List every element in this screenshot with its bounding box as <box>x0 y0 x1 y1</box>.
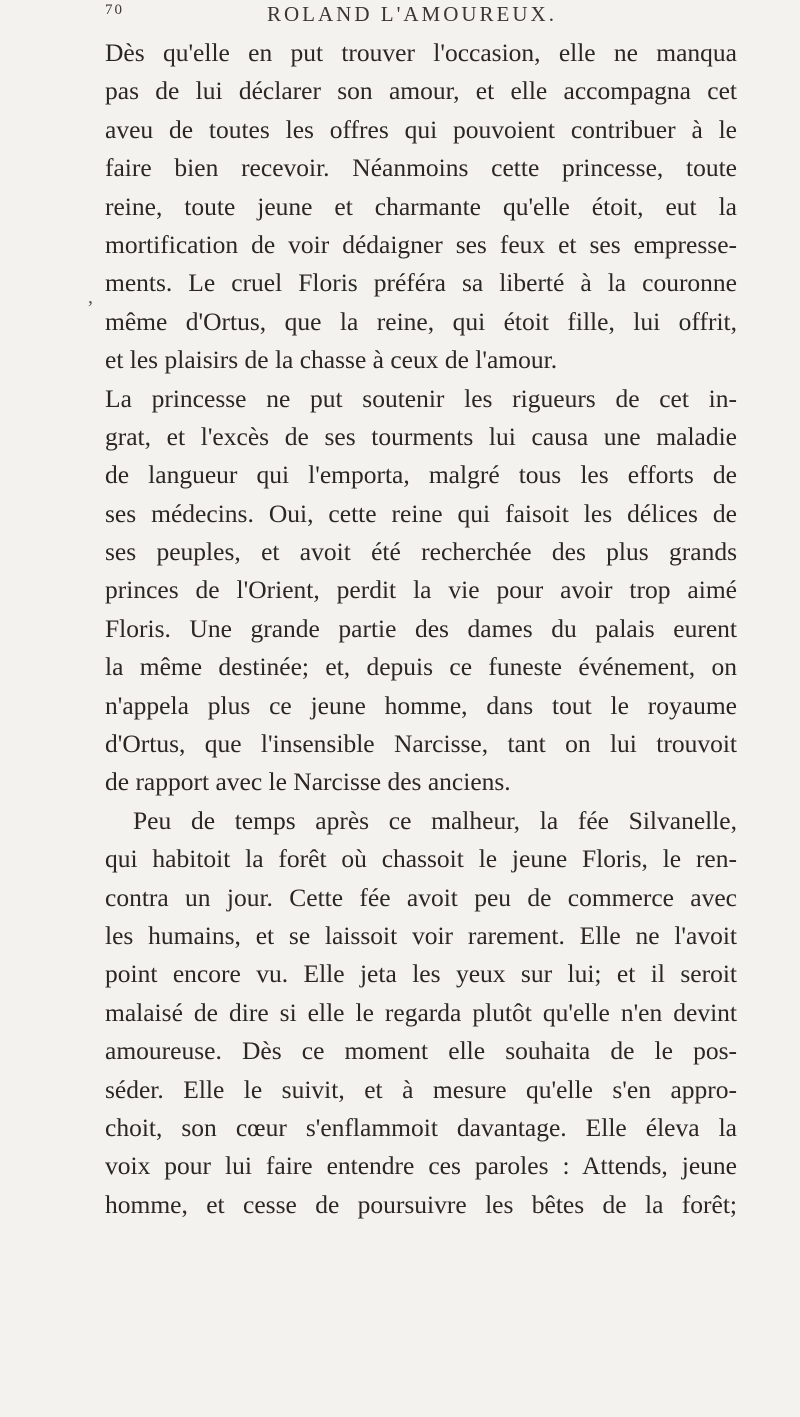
text-line: Floris. Une grande partie des dames du palais eurent <box>105 613 737 643</box>
text-line: de langueur qui l'emporta, malgré tous les efforts de <box>105 460 737 490</box>
text-line: la même destinée; et, depuis ce funeste événement, on <box>105 652 737 682</box>
text-line: La princesse ne put soutenir les rigueurs de cet in- <box>105 383 737 413</box>
text-line: qui habitoit la forêt où chassoit le jeune Floris, le ren- <box>105 844 737 874</box>
text-line: même d'Ortus, que la reine, qui étoit fille, lui offrit, <box>105 306 737 336</box>
text-line: aveu de toutes les offres qui pouvoient contribuer à le <box>105 114 737 144</box>
text-line: mortification de voir dédaigner ses feux et ses empresse- <box>105 229 737 259</box>
text-line: ses peuples, et avoit été recherchée des plus grands <box>105 537 737 567</box>
margin-mark: , <box>88 286 93 308</box>
text-line: malaisé de dire si elle le regarda plutôt qu'elle n'en devint <box>105 997 737 1027</box>
text-line: les humains, et se laissoit voir rarement. Elle ne l'avoit <box>105 920 737 950</box>
text-line: point encore vu. Elle jeta les yeux sur lui; et il seroit <box>105 959 737 989</box>
text-line: princes de l'Orient, perdit la vie pour avoir trop aimé <box>105 575 737 605</box>
text-line: grat, et l'excès de ses tourments lui causa une maladie <box>105 421 737 451</box>
running-title: ROLAND L'AMOUREUX. <box>267 2 557 26</box>
page-number: 70 <box>105 2 124 18</box>
text-line: homme, et cesse de poursuivre les bêtes de la forêt; <box>105 1189 737 1219</box>
text-line: choit, son cœur s'enflammoit davantage. Elle éleva la <box>105 1112 737 1142</box>
text-line: Dès qu'elle en put trouver l'occasion, elle ne manqua <box>105 38 737 67</box>
text-line: Peu de temps après ce malheur, la fée Silvanelle, <box>133 805 737 835</box>
text-line: ses médecins. Oui, cette reine qui faisoit les délices de <box>105 498 737 528</box>
text-line: séder. Elle le suivit, et à mesure qu'elle s'en appro- <box>105 1074 737 1104</box>
text-line: reine, toute jeune et charmante qu'elle étoit, eut la <box>105 191 737 221</box>
text-line: n'appela plus ce jeune homme, dans tout le royaume <box>105 690 737 720</box>
text-line: ments. Le cruel Floris préféra sa liberté à la couronne <box>105 268 737 298</box>
running-head <box>105 2 735 30</box>
text-line: de rapport avec le Narcisse des anciens. <box>105 767 511 797</box>
text-line: d'Ortus, que l'insensible Narcisse, tant on lui trouvoit <box>105 729 737 759</box>
text-line: et les plaisirs de la chasse à ceux de l'amour. <box>105 345 558 375</box>
text-line: faire bien recevoir. Néanmoins cette princesse, toute <box>105 153 737 183</box>
text-line: amoureuse. Dès ce moment elle souhaita de le pos- <box>105 1036 737 1066</box>
body-text <box>105 34 737 1224</box>
text-line: contra un jour. Cette fée avoit peu de commerce avec <box>105 882 737 912</box>
text-line: voix pour lui faire entendre ces paroles : Attends, jeune <box>105 1151 737 1181</box>
text-line: pas de lui déclarer son amour, et elle accompagna cet <box>105 76 737 106</box>
